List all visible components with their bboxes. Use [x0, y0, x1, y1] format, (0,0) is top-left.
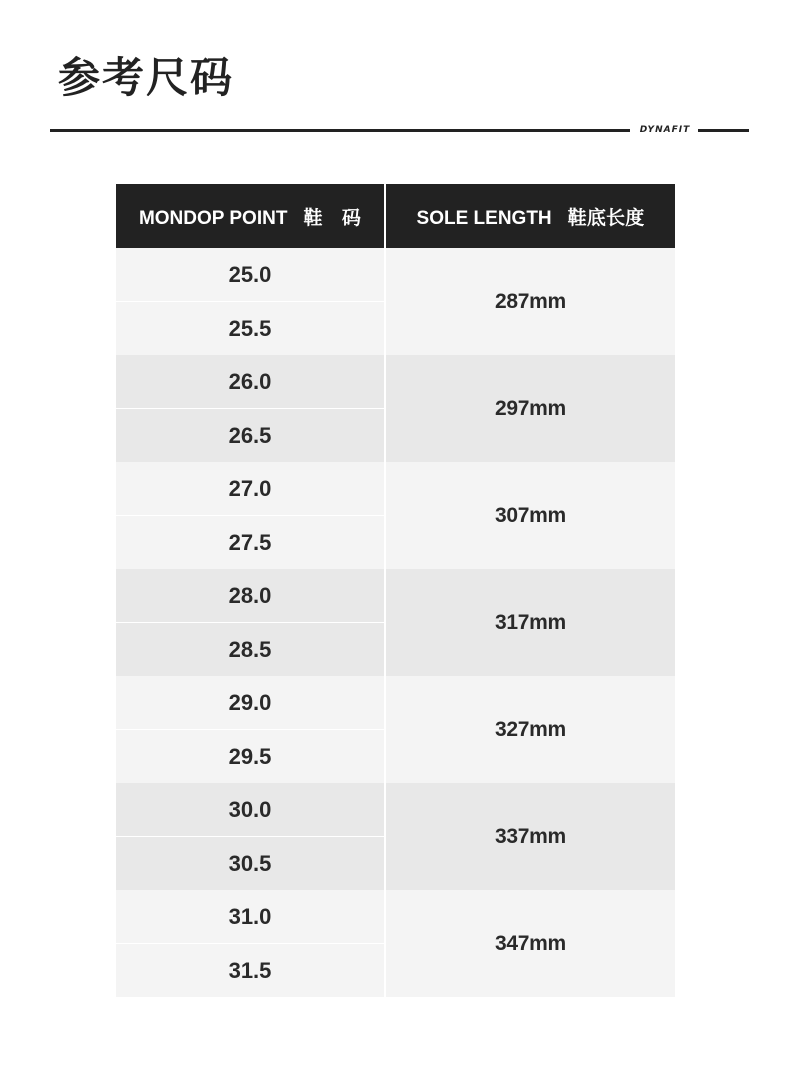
header-mondo-point [116, 184, 385, 248]
mondo-size-cell: 26.0 [116, 355, 385, 409]
mondo-size-cell: 28.5 [116, 623, 385, 677]
mondo-size-cell: 29.5 [116, 730, 385, 784]
title-divider-right [698, 129, 749, 132]
table-row [116, 676, 675, 730]
table-row [116, 355, 675, 409]
mondo-size-cell: 26.5 [116, 409, 385, 463]
sole-length-cell: 327mm [385, 676, 675, 783]
table-row [116, 569, 675, 623]
table-header-row [116, 184, 675, 248]
sole-length-cell: 317mm [385, 569, 675, 676]
sole-length-cell: 287mm [385, 248, 675, 355]
mondo-size-cell: 31.5 [116, 944, 385, 998]
header-mondo-point-cn: 鞋 码 [303, 207, 362, 229]
table-row [116, 248, 675, 302]
header-sole-length-en: SOLE LENGTH [416, 207, 552, 229]
sole-length-cell: 347mm [385, 890, 675, 997]
mondo-size-cell: 25.0 [116, 248, 385, 302]
size-chart-table [116, 184, 675, 997]
mondo-size-cell: 30.0 [116, 783, 385, 837]
table-row [116, 462, 675, 516]
brand-logo: DYNAFIT [639, 125, 691, 135]
mondo-size-cell: 29.0 [116, 676, 385, 730]
sole-length-cell: 297mm [385, 355, 675, 462]
sole-length-cell: 337mm [385, 783, 675, 890]
sole-length-cell: 307mm [385, 462, 675, 569]
header-mondo-point-en: MONDOP POINT [138, 207, 288, 229]
mondo-size-cell: 31.0 [116, 890, 385, 944]
header-sole-length-cn: 鞋底长度 [567, 207, 645, 229]
table-row [116, 890, 675, 944]
mondo-size-cell: 30.5 [116, 837, 385, 891]
mondo-size-cell: 27.0 [116, 462, 385, 516]
title-divider-left [50, 129, 630, 132]
mondo-size-cell: 27.5 [116, 516, 385, 570]
mondo-size-cell: 28.0 [116, 569, 385, 623]
table-row [116, 783, 675, 837]
mondo-size-cell: 25.5 [116, 302, 385, 356]
page-title: 参考尺码 [58, 53, 235, 102]
header-sole-length [385, 184, 675, 248]
